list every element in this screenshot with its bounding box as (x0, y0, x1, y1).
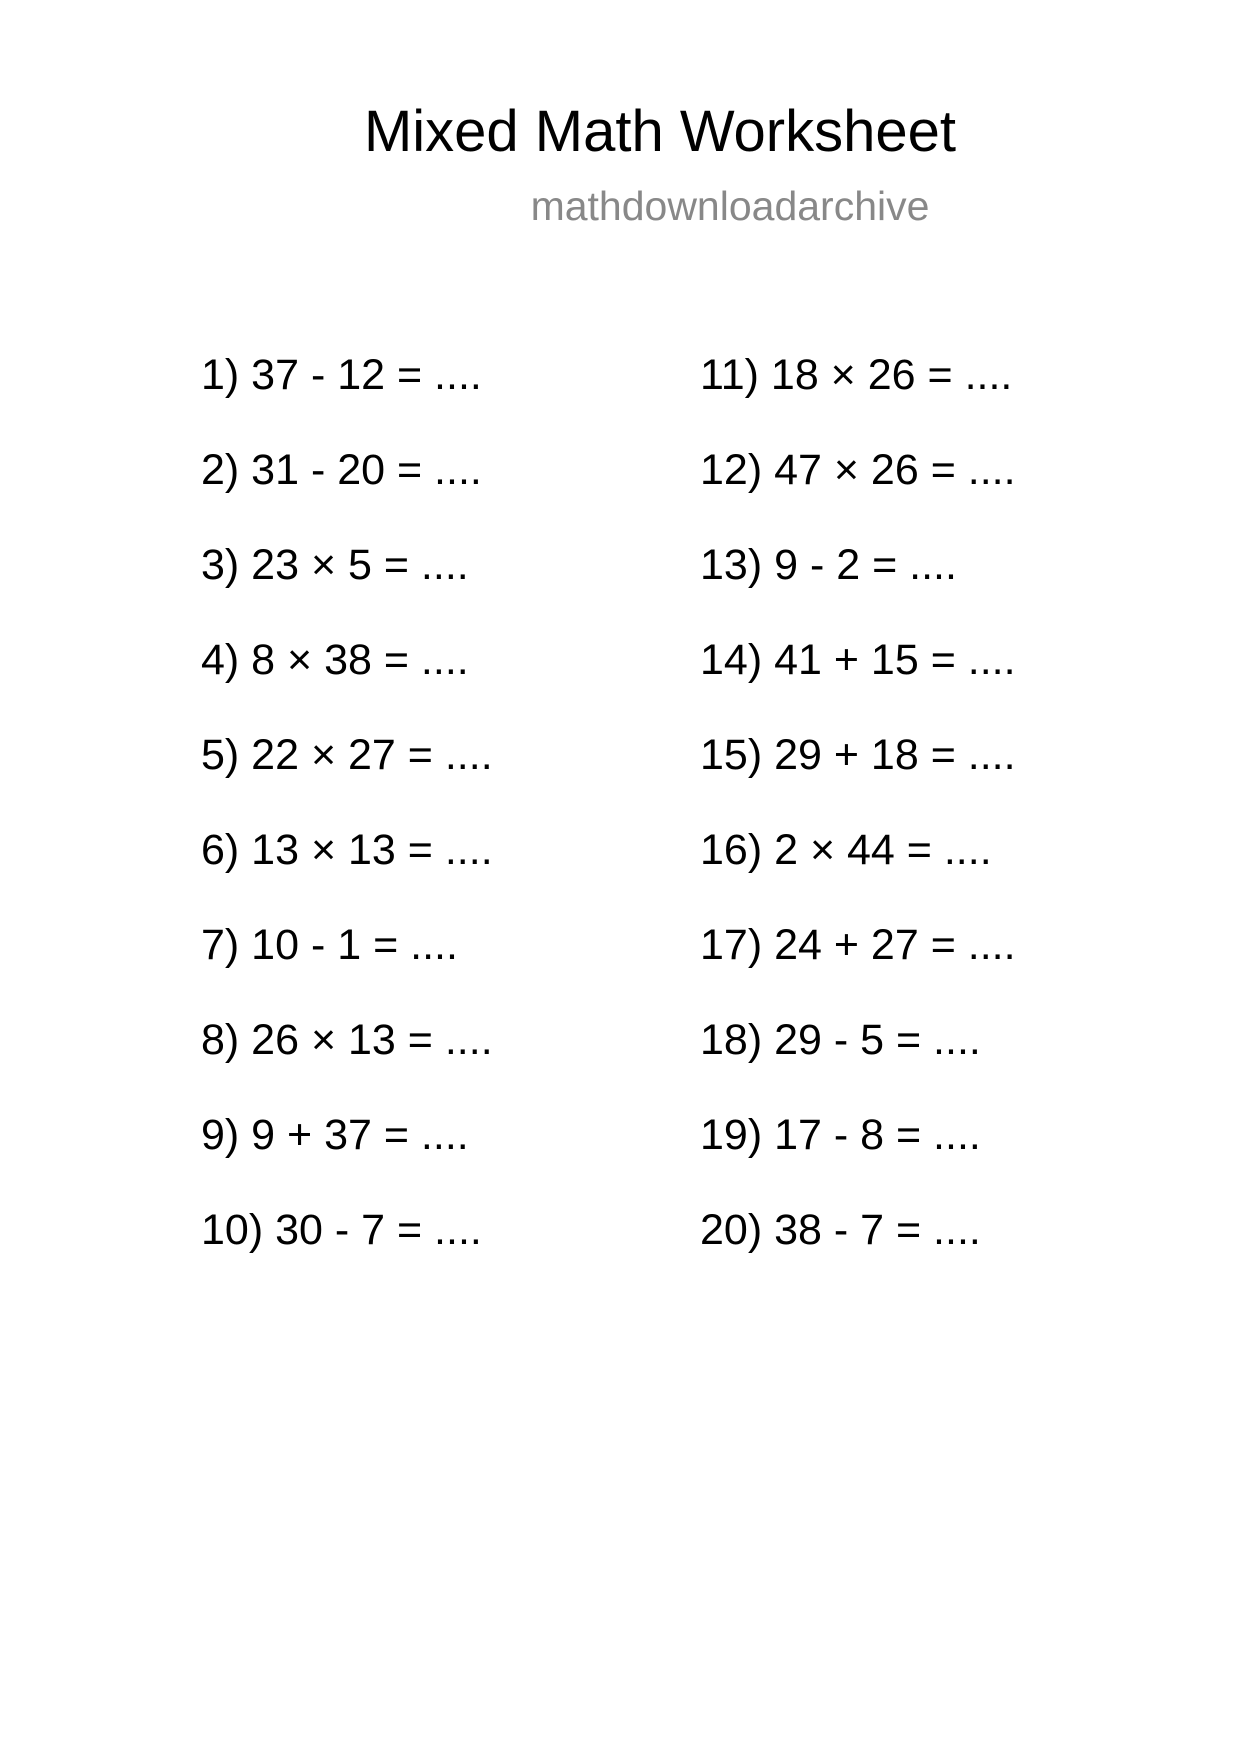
problem-16: 16) 2 × 44 = .... (700, 826, 992, 874)
problem-column-right (700, 350, 1140, 1300)
problem-3: 3) 23 × 5 = .... (201, 541, 469, 589)
problem-1: 1) 37 - 12 = .... (201, 351, 482, 399)
problem-17: 17) 24 + 27 = .... (700, 921, 1016, 969)
problem-10: 10) 30 - 7 = .... (201, 1206, 482, 1254)
problem-11: 11) 18 × 26 = .... (700, 351, 1013, 399)
problem-19: 19) 17 - 8 = .... (700, 1111, 981, 1159)
problem-8: 8) 26 × 13 = .... (201, 1016, 493, 1064)
problem-5: 5) 22 × 27 = .... (201, 731, 493, 779)
problem-9: 9) 9 + 37 = .... (201, 1111, 469, 1159)
problem-2: 2) 31 - 20 = .... (201, 446, 482, 494)
worksheet-title: Mixed Math Worksheet (363, 99, 957, 164)
problem-7: 7) 10 - 1 = .... (201, 921, 458, 969)
worksheet-subtitle: mathdownloadarchive (530, 183, 930, 229)
problem-18: 18) 29 - 5 = .... (700, 1016, 981, 1064)
problem-20: 20) 38 - 7 = .... (700, 1206, 981, 1254)
problem-13: 13) 9 - 2 = .... (700, 541, 957, 589)
problem-15: 15) 29 + 18 = .... (700, 731, 1016, 779)
problem-12: 12) 47 × 26 = .... (700, 446, 1016, 494)
problem-column-left (201, 350, 641, 1300)
problem-4: 4) 8 × 38 = .... (201, 636, 469, 684)
problem-6: 6) 13 × 13 = .... (201, 826, 493, 874)
problem-14: 14) 41 + 15 = .... (700, 636, 1016, 684)
